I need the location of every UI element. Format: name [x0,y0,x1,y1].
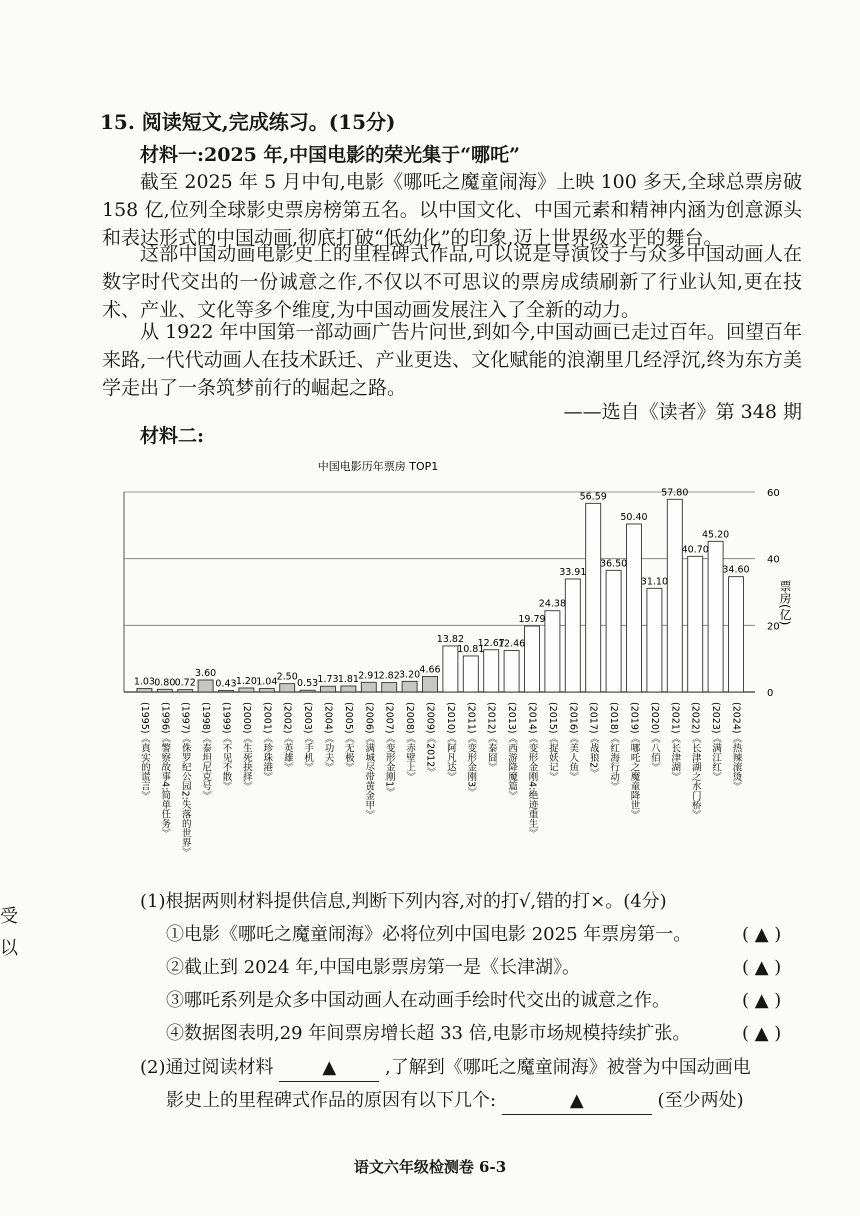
bar-value-label: 0.43 [215,678,237,690]
x-category-label: (2021)《长津湖》 [669,702,681,782]
x-category-label: (2001)《珍珠港》 [261,702,273,782]
bar-value-label: 45.20 [701,529,730,541]
bar [463,656,478,692]
bar-value-label: 1.04 [256,676,278,688]
bar-value-label: 2.82 [378,670,400,682]
answer-blank-1[interactable] [279,1055,379,1082]
q2-suffix: (至少两处) [657,1090,744,1111]
x-category-label: (2020)《八佰》 [648,702,660,772]
question-title: 15. 阅读短文,完成练习。(15分) [100,110,396,134]
bar [525,626,540,692]
y-tick-label: 20 [767,621,780,633]
x-category-label: (2003)《手机》 [302,702,314,772]
bar-value-label: 0.72 [174,677,196,689]
x-category-label: (2015)《捉妖记》 [546,702,558,782]
x-category-label: (2006)《满城尽带黄金甲》 [363,702,375,820]
q2-prefix: (2)通过阅读材料 [140,1057,274,1078]
y-tick-label: 60 [767,488,780,499]
paragraph-2: 这部中国动画电影史上的里程碑式作品,可以说是导演饺子与众多中国动画人在数字时代交出的一份诚意之作,不仅以不可思议的票房成绩刷新了行业认知,更在技术、产业、文化等多个维度,为中国动画发展注入了全新的动力。 [102,243,802,321]
bar-value-label: 36.50 [599,558,628,570]
x-category-label: (1996)《警察故事4:简单任务》 [159,702,171,838]
bar-value-label: 24.38 [538,598,567,610]
bar [137,689,152,692]
box-office-chart [110,450,800,870]
bar [402,681,417,692]
bar [341,686,356,692]
paragraph-3: 从 1922 年中国第一部动画广告片问世,到如今,中国动画已走过百年。回望百年来路,一代代动画人在技术跃迁、产业更迭、文化赋能的浪潮里几经浮沉,终为东方美学走出了一条筑梦前行的崛起之路。 [102,321,802,399]
x-category-label: (2013)《西游降魔篇》 [506,702,518,801]
bar-value-label: 2.91 [358,670,380,682]
bar-value-label: 1.20 [235,676,257,687]
q1-item-4: ④数据图表明,29 年间票房增长超 33 倍,电影市场规模持续扩张。 [166,1023,691,1044]
answer-mark-2[interactable]: ( ▲ ) [742,957,782,978]
bar [504,650,519,692]
x-category-label: (1995)《真实的谎言》 [138,702,150,801]
x-category-label: (2009)《2012》 [424,702,436,777]
margin-char-2: 以 [0,938,18,959]
x-category-label: (1997)《侏罗纪公园2:失落的世界》 [179,702,191,857]
q2-line-2 [166,1088,744,1115]
bar [606,570,621,692]
bar [565,579,580,692]
bar-value-label: 12.46 [497,638,526,650]
bar-value-label: 10.81 [457,643,485,655]
x-category-label: (2018)《红海行动》 [608,702,620,791]
bar [219,691,234,692]
bar-value-label: 34.60 [722,564,750,576]
bar [198,680,213,692]
x-category-label: (1999)《不见不散》 [220,702,232,791]
blank-mark-1: ▲ [322,1057,337,1078]
q1-item-2: ②截止到 2024 年,中国电影票房第一是《长津湖》。 [166,957,580,978]
q2-line-1 [140,1055,751,1082]
bar-value-label: 50.40 [620,512,648,523]
bar [443,646,458,692]
answer-mark-4[interactable]: ( ▲ ) [742,1023,782,1044]
bar-value-label: 1.81 [337,673,359,685]
x-category-label: (2012)《泰囧》 [485,702,497,772]
bar [361,682,376,692]
bar [484,650,499,692]
page-footer: 语文六年级检测卷 6-3 [353,1158,507,1176]
paragraph-1: 截至 2025 年 5 月中旬,电影《哪吒之魔童闹海》上映 100 多天,全球总票房破158 亿,位列全球影史票房榜第五名。以中国文化、中国元素和精神内涵为创意源头和表达形式的中国动画,彻底打破“低幼化”的印象,迈上世界级水平的舞台。 [102,171,802,249]
bar [647,588,662,692]
x-category-label: (2019)《哪吒之魔童降世》 [628,702,640,820]
x-category-label: (2004)《功夫》 [322,702,334,772]
q1-item-3: ③哪吒系列是众多中国动画人在动画手绘时代交出的诚意之作。 [166,990,670,1011]
bar-value-label: 1.03 [133,676,155,688]
x-category-label: (2007)《变形金刚1》 [383,702,395,797]
bar-value-label: 56.59 [579,491,607,503]
bar [423,676,438,692]
x-category-label: (2016)《美人鱼》 [567,702,579,782]
bar-value-label: 12.67 [477,637,505,649]
x-category-label: (1998)《泰坦尼克号》 [200,702,212,801]
bar [729,577,744,692]
bar [627,524,642,692]
bar-value-label: 13.82 [436,633,465,645]
q1-item-1: ①电影《哪吒之魔童闹海》必将位列中国电影 2025 年票房第一。 [166,924,692,945]
bar [382,683,397,692]
bar [667,499,682,692]
x-category-label: (2017)《战狼2》 [587,702,599,778]
bar-value-label: 40.70 [681,544,709,556]
source-citation: ——选自《读者》第 348 期 [563,401,802,423]
x-category-label: (2023)《满江红》 [710,702,722,782]
bar [300,690,315,692]
bar-value-label: 3.60 [195,668,217,679]
chart-title: 中国电影历年票房 TOP1 [317,460,439,473]
x-category-label: (2005)《无极》 [342,702,354,772]
y-tick-label: 0 [767,688,774,699]
bar-value-label: 0.53 [297,678,319,690]
x-category-label: (2024)《热辣滚烫》 [730,702,742,791]
bar-value-label: 3.20 [399,669,421,681]
bar [239,688,254,692]
bar-value-label: 0.80 [154,677,176,689]
x-category-label: (2014)《变形金刚4:绝迹重生》 [526,702,538,838]
answer-blank-2[interactable] [502,1088,652,1115]
bar-value-label: 2.50 [276,671,298,683]
bar [259,689,274,692]
bar-value-label: 4.66 [419,664,441,676]
bar [688,556,703,692]
x-category-label: (2011)《变形金刚3》 [465,702,477,797]
margin-char-1: 受 [0,906,18,927]
q2-middle: ,了解到《哪吒之魔童闹海》被誉为中国动画电 [384,1057,751,1078]
q1-text: (1)根据两则材料提供信息,判断下列内容,对的打√,错的打×。(4分) [140,891,667,912]
bar [708,541,723,692]
y-axis-label: 票房(亿) [778,580,792,626]
bar-value-label: 31.10 [640,576,669,588]
blank-mark-2: ▲ [569,1090,584,1111]
x-category-label: (2022)《长津湖之水门桥》 [689,702,701,820]
bar [157,689,172,692]
bar-value-label: 1.73 [317,674,339,686]
x-category-label: (2008)《赤壁上》 [404,702,416,782]
answer-mark-3[interactable]: ( ▲ ) [742,990,782,1011]
q2-continuation: 影史上的里程碑式作品的原因有以下几个: [166,1090,497,1111]
bar-value-label: 57.80 [661,487,689,499]
answer-mark-1[interactable]: ( ▲ ) [742,924,782,945]
bar [178,690,193,692]
material2-heading: 材料二: [140,425,205,447]
y-tick-label: 40 [767,554,780,566]
bar [586,503,601,692]
bar-value-label: 33.91 [559,566,587,578]
bar [280,684,295,692]
bar-value-label: 19.79 [518,614,546,626]
x-category-label: (2010)《阿凡达》 [444,702,456,782]
material1-heading: 材料一:2025 年,中国电影的荣光集于“哪吒” [140,144,520,166]
x-category-label: (2000)《生死抉择》 [240,702,252,791]
x-category-label: (2002)《英雄》 [281,702,293,772]
bar [545,611,560,692]
bar [321,686,336,692]
